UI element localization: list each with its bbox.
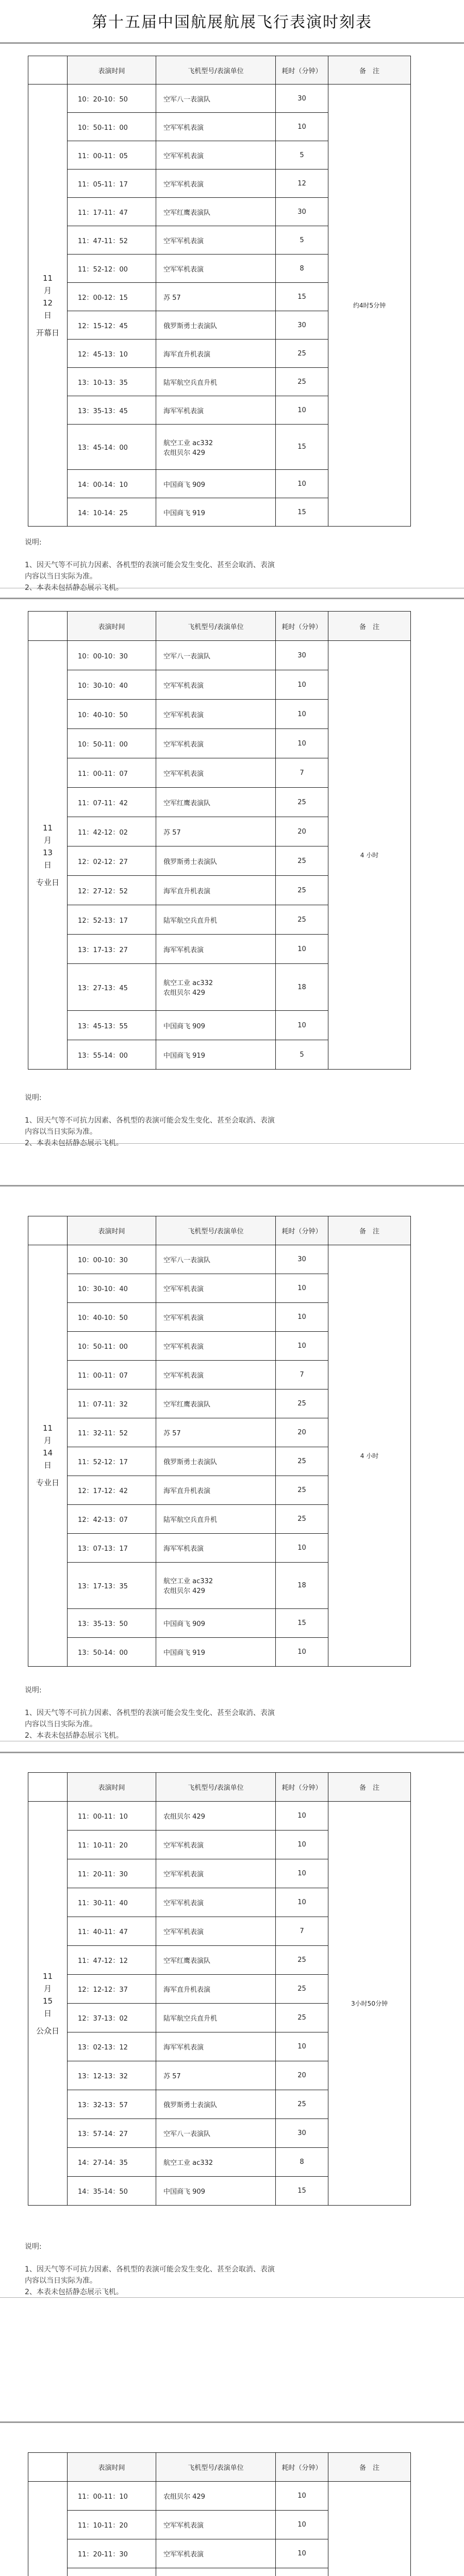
duration-cell: 10 [276,1859,328,1888]
day-label-part: 11 [42,273,53,283]
duration-cell: 25 [276,1975,328,2004]
duration-cell: 12 [276,170,328,198]
duration-cell: 15 [276,498,328,527]
duration-cell: 25 [276,1476,328,1505]
duration-cell: 7 [276,758,328,788]
duration-cell: 30 [276,311,328,340]
remarks-item-2: 2、本表未包括静态展示飞机。 [25,2288,123,2296]
schedule-day-block [0,42,464,592]
header-day-cell [28,56,68,84]
duration-cell: 18 [276,1563,328,1609]
remarks-item-2: 2、本表未包括静态展示飞机。 [25,584,123,592]
unit-cell: 空军八一表演队 [156,84,276,113]
duration-cell: 10 [276,2539,328,2568]
table-row [28,84,411,113]
duration-cell: 25 [276,1389,328,1418]
header-note: 备 注 [328,56,411,84]
unit-cell: 中国商飞 919 [156,1637,276,1666]
time-cell: 13：27-13：45 [68,964,156,1011]
duration-cell: 10 [276,1831,328,1859]
remarks-title: 说明: [25,1094,42,1102]
schedule-table [28,1216,411,1667]
unit-cell: 空军军机表演 [156,1303,276,1332]
time-cell: 11：07-11：42 [68,788,156,817]
remarks [25,1092,275,1149]
unit-cell: 空军军机表演 [156,758,276,788]
unit-cell: 陆军航空兵直升机 [156,905,276,935]
unit-cell: 中国商飞 919 [156,1040,276,1070]
unit-cell: 空军红鹰表演队 [156,1946,276,1975]
unit-cell: 航空工业 ac332 农组贝尔 429 [156,964,276,1011]
time-cell: 13：17-13：27 [68,935,156,964]
unit-cell: 空军军机表演 [156,170,276,198]
unit-cell: 空军红鹰表演队 [156,788,276,817]
time-cell: 14：10-14：25 [68,498,156,527]
duration-cell: 10 [276,935,328,964]
day-label-part: 日 [43,1461,52,1470]
unit-cell: 俄罗斯勇士表演队 [156,1447,276,1476]
header-time: 表演时间 [68,1773,156,1802]
unit-cell: 空军军机表演 [156,700,276,729]
header-unit: 飞机型号/表演单位 [156,56,276,84]
remarks-item-1-cont: 内容以当日实际为准。 [25,572,97,581]
unit-cell: 空军红鹰表演队 [156,198,276,226]
time-cell: 11：52-12：17 [68,1447,156,1476]
time-cell: 13：45-14：00 [68,425,156,470]
unit-cell: 空军军机表演 [156,1361,276,1389]
remarks [25,1685,275,1741]
duration-cell: 15 [276,1608,328,1637]
unit-cell: 农组贝尔 429 [156,1802,276,1831]
header-unit: 飞机型号/表演单位 [156,1773,276,1802]
time-cell: 12：42-13：07 [68,1505,156,1534]
unit-cell: 空军军机表演 [156,1831,276,1859]
unit-cell: 航空工业 ac332 农组贝尔 429 [156,1563,276,1609]
table-row [28,1245,411,1274]
time-cell: 12：45-13：10 [68,340,156,368]
note-cell [328,2482,411,2576]
day-label-part: 日 [43,2008,52,2018]
duration-cell: 10 [276,2032,328,2061]
time-cell: 13：35-13：50 [68,1608,156,1637]
duration-cell: 30 [276,2119,328,2148]
unit-cell: 空军军机表演 [156,670,276,700]
duration-cell: 25 [276,2090,328,2119]
time-cell: 12：00-12：15 [68,283,156,311]
duration-cell: 25 [276,1447,328,1476]
duration-cell: 10 [276,2511,328,2539]
time-cell: 11：17-11：47 [68,198,156,226]
duration-cell: 18 [276,964,328,1011]
time-cell: 11：47-12：12 [68,1946,156,1975]
time-cell: 12：27-12：52 [68,876,156,905]
time-cell: 11：20-11：30 [68,2539,156,2568]
unit-cell: 空军八一表演队 [156,1245,276,1274]
time-cell: 10：40-10：50 [68,700,156,729]
unit-cell: 中国商飞 909 [156,470,276,498]
duration-cell: 15 [276,283,328,311]
unit-cell: 空军军机表演 [156,1859,276,1888]
page-title: 第十五届中国航展航展飞行表演时刻表 [92,13,372,31]
duration-cell: 25 [276,905,328,935]
time-cell: 11：10-11：20 [68,2511,156,2539]
day-label-part: 开幕日 [36,328,59,337]
unit-cell: 俄罗斯勇士表演队 [156,311,276,340]
schedule-table [28,56,411,527]
day-label-part: 日 [43,860,52,870]
schedule-day-block [0,1185,464,1741]
day-label-part: 日 [43,310,52,320]
duration-cell: 25 [276,340,328,368]
duration-cell: 25 [276,1946,328,1975]
day-label-part: 月 [43,285,52,295]
day-label-cell [28,1245,68,1667]
unit-cell: 苏 57 [156,1418,276,1447]
remarks-item-1-cont: 内容以当日实际为准。 [25,1720,97,1728]
table-row [28,641,411,670]
unit-cell: 苏 57 [156,817,276,846]
unit-cell: 海军直升机表演 [156,876,276,905]
duration-cell: 25 [276,2004,328,2032]
day-label-cell [28,641,68,1070]
time-cell: 10：30-10：40 [68,670,156,700]
day-label-part: 专业日 [36,877,59,887]
unit-cell: 海军军机表演 [156,935,276,964]
time-cell: 11：52-12：00 [68,255,156,283]
unit-cell: 空军八一表演队 [156,2119,276,2148]
duration-cell: 7 [276,1917,328,1946]
table-row [28,2482,411,2511]
day-label-part: 11 [42,1423,53,1433]
section-top-rule [0,2421,464,2423]
remarks [25,2241,275,2298]
unit-cell: 空军军机表演 [156,729,276,758]
time-cell [68,2568,156,2576]
duration-cell: 10 [276,1637,328,1666]
time-cell: 11：07-11：32 [68,1389,156,1418]
unit-cell: 空军军机表演 [156,1274,276,1303]
header-note: 备 注 [328,1773,411,1802]
duration-cell [276,2568,328,2576]
time-cell: 10：00-10：30 [68,641,156,670]
day-label-part: 11 [42,1971,53,1981]
day-label-part: 月 [43,835,52,845]
remarks-title: 说明: [25,538,42,547]
unit-cell: 苏 57 [156,283,276,311]
remarks-title: 说明: [25,1686,42,1694]
day-label-part: 月 [43,1436,52,1446]
unit-cell: 中国商飞 909 [156,1011,276,1040]
duration-cell: 30 [276,1245,328,1274]
header-unit: 飞机型号/表演单位 [156,1216,276,1245]
duration-cell: 10 [276,1888,328,1917]
header-duration: 耗时（分钟） [276,612,328,641]
unit-cell: 空军军机表演 [156,1917,276,1946]
note-cell: 3小时50分钟 [328,1802,411,2206]
duration-cell: 7 [276,1361,328,1389]
time-cell: 14：27-14：35 [68,2148,156,2177]
time-cell: 13：55-14：00 [68,1040,156,1070]
duration-cell: 10 [276,396,328,425]
time-cell: 13：45-13：55 [68,1011,156,1040]
unit-cell: 海军军机表演 [156,2032,276,2061]
unit-cell: 陆军航空兵直升机 [156,368,276,396]
time-cell: 11：10-11：20 [68,1831,156,1859]
duration-cell: 15 [276,2177,328,2206]
duration-cell: 8 [276,2148,328,2177]
unit-cell: 海军军机表演 [156,1534,276,1563]
header-duration: 耗时（分钟） [276,56,328,84]
time-cell: 10：20-10：50 [68,84,156,113]
time-cell: 13：12-13：32 [68,2061,156,2090]
header-unit: 飞机型号/表演单位 [156,612,276,641]
time-cell: 13：57-14：27 [68,2119,156,2148]
header-note: 备 注 [328,1216,411,1245]
duration-cell: 10 [276,113,328,141]
section-top-rule [0,598,464,599]
note-cell: 约4时5分钟 [328,84,411,527]
day-label-part: 月 [43,1984,52,1993]
time-cell: 13：17-13：35 [68,1563,156,1609]
header-time: 表演时间 [68,612,156,641]
time-cell: 13：32-13：57 [68,2090,156,2119]
time-cell: 13：50-14：00 [68,1637,156,1666]
unit-cell: 空军军机表演 [156,2511,276,2539]
unit-cell: 空军军机表演 [156,2539,276,2568]
duration-cell: 20 [276,1418,328,1447]
duration-cell: 10 [276,1332,328,1361]
time-cell: 12：15-12：45 [68,311,156,340]
time-cell: 12：52-13：17 [68,905,156,935]
time-cell: 11：00-11：10 [68,1802,156,1831]
remarks-item-1-cont: 内容以当日实际为准。 [25,2277,97,2285]
remarks-item-1: 1、因天气等不可抗力因素、各机型的表演可能会发生变化、甚至会取消、表演 [25,1709,275,1717]
time-cell: 11：00-11：10 [68,2482,156,2511]
time-cell: 11：20-11：30 [68,1859,156,1888]
time-cell: 12：12-12：37 [68,1975,156,2004]
table-header-row [28,1216,411,1245]
time-cell: 11：00-11：07 [68,1361,156,1389]
duration-cell: 10 [276,670,328,700]
unit-cell: 空军军机表演 [156,226,276,255]
schedule-day-block [0,2421,464,2576]
header-day-cell [28,612,68,641]
day-label-cell [28,1802,68,2206]
day-label-part: 公众日 [36,2026,59,2036]
remarks-item-1: 1、因天气等不可抗力因素、各机型的表演可能会发生变化、甚至会取消、表演 [25,561,275,569]
remarks-item-1: 1、因天气等不可抗力因素、各机型的表演可能会发生变化、甚至会取消、表演 [25,2265,275,2274]
schedule-table [28,611,411,1070]
day-label-part: 15 [42,1996,53,2006]
time-cell: 13：02-13：12 [68,2032,156,2061]
header-day-cell [28,1773,68,1802]
duration-cell: 5 [276,141,328,170]
header-day-cell [28,2453,68,2482]
header-note: 备 注 [328,612,411,641]
duration-cell: 10 [276,1534,328,1563]
unit-cell: 俄罗斯勇士表演队 [156,2090,276,2119]
day-label-cell [28,84,68,527]
duration-cell: 10 [276,470,328,498]
unit-cell: 空军八一表演队 [156,641,276,670]
section-top-rule [0,1185,464,1187]
time-cell: 13：10-13：35 [68,368,156,396]
unit-cell: 航空工业 ac332 [156,2148,276,2177]
unit-cell: 苏 57 [156,2061,276,2090]
table-header-row [28,1773,411,1802]
unit-cell: 空军军机表演 [156,113,276,141]
unit-cell: 海军军机表演 [156,396,276,425]
duration-cell: 25 [276,368,328,396]
table-header-row [28,2453,411,2482]
time-cell: 11：40-11：47 [68,1917,156,1946]
day-label-part: 12 [42,298,53,308]
duration-cell: 10 [276,1802,328,1831]
time-cell: 10：40-10：50 [68,1303,156,1332]
note-cell: 4 小时 [328,641,411,1070]
unit-cell: 空军军机表演 [156,141,276,170]
time-cell: 11：00-11：05 [68,141,156,170]
time-cell: 13：07-13：17 [68,1534,156,1563]
unit-cell: 空军军机表演 [156,1888,276,1917]
time-cell: 14：35-14：50 [68,2177,156,2206]
time-cell: 11：05-11：17 [68,170,156,198]
header-unit: 飞机型号/表演单位 [156,2453,276,2482]
time-cell: 10：30-10：40 [68,1274,156,1303]
time-cell: 10：50-11：00 [68,1332,156,1361]
duration-cell: 30 [276,84,328,113]
time-cell: 11：47-11：52 [68,226,156,255]
header-duration: 耗时（分钟） [276,1773,328,1802]
section-top-rule [0,42,464,44]
time-cell: 11：32-11：52 [68,1418,156,1447]
duration-cell: 10 [276,1274,328,1303]
header-day-cell [28,1216,68,1245]
duration-cell: 25 [276,846,328,876]
schedule-day-block [0,1752,464,2298]
duration-cell: 15 [276,425,328,470]
unit-cell: 陆军航空兵直升机 [156,2004,276,2032]
unit-cell: 空军军机表演 [156,1332,276,1361]
remarks-item-1-cont: 内容以当日实际为准。 [25,1128,97,1136]
time-cell: 10：50-11：00 [68,113,156,141]
duration-cell: 10 [276,1011,328,1040]
unit-cell: 中国商飞 919 [156,498,276,527]
unit-cell [156,2568,276,2576]
time-cell: 11：30-11：40 [68,1888,156,1917]
unit-cell: 陆军航空兵直升机 [156,1505,276,1534]
remarks-item-1: 1、因天气等不可抗力因素、各机型的表演可能会发生变化、甚至会取消、表演 [25,1116,275,1125]
duration-cell: 5 [276,226,328,255]
unit-cell: 中国商飞 909 [156,1608,276,1637]
unit-cell: 空军军机表演 [156,255,276,283]
remarks-item-2: 2、本表未包括静态展示飞机。 [25,1139,123,1147]
duration-cell: 20 [276,817,328,846]
header-note: 备 注 [328,2453,411,2482]
day-label-part: 14 [42,1448,53,1458]
day-label-part: 13 [42,848,53,857]
duration-cell: 25 [276,876,328,905]
unit-cell: 航空工业 ac332 农组贝尔 429 [156,425,276,470]
remarks-item-2: 2、本表未包括静态展示飞机。 [25,1732,123,1740]
time-cell: 11：00-11：07 [68,758,156,788]
duration-cell: 20 [276,2061,328,2090]
duration-cell: 30 [276,641,328,670]
duration-cell: 10 [276,729,328,758]
header-duration: 耗时（分钟） [276,2453,328,2482]
header-time: 表演时间 [68,1216,156,1245]
schedule-table [28,2452,411,2576]
note-cell: 4 小时 [328,1245,411,1667]
duration-cell: 10 [276,1303,328,1332]
day-label-part: 11 [42,823,53,833]
section-top-rule [0,1752,464,1753]
duration-cell: 30 [276,198,328,226]
header-time: 表演时间 [68,2453,156,2482]
table-header-row [28,56,411,84]
duration-cell: 10 [276,2482,328,2511]
remarks [25,537,275,594]
schedule-table [28,1772,411,2206]
time-cell: 11：42-12：02 [68,817,156,846]
duration-cell: 5 [276,1040,328,1070]
duration-cell: 25 [276,788,328,817]
unit-cell: 中国商飞 909 [156,2177,276,2206]
duration-cell: 8 [276,255,328,283]
time-cell: 12：02-12：27 [68,846,156,876]
table-header-row [28,612,411,641]
time-cell: 12：17-12：42 [68,1476,156,1505]
day-label-cell [28,2482,68,2576]
unit-cell: 农组贝尔 429 [156,2482,276,2511]
unit-cell: 海军直升机表演 [156,1476,276,1505]
duration-cell: 25 [276,1505,328,1534]
day-label-part: 专业日 [36,1478,59,1488]
header-duration: 耗时（分钟） [276,1216,328,1245]
unit-cell: 海军直升机表演 [156,1975,276,2004]
schedule-day-block [0,598,464,1147]
remarks-title: 说明: [25,2243,42,2251]
time-cell: 13：35-13：45 [68,396,156,425]
unit-cell: 空军红鹰表演队 [156,1389,276,1418]
duration-cell: 10 [276,700,328,729]
table-row [28,1802,411,1831]
unit-cell: 俄罗斯勇士表演队 [156,846,276,876]
unit-cell: 海军直升机表演 [156,340,276,368]
time-cell: 10：00-10：30 [68,1245,156,1274]
time-cell: 12：37-13：02 [68,2004,156,2032]
header-time: 表演时间 [68,56,156,84]
time-cell: 10：50-11：00 [68,729,156,758]
time-cell: 14：00-14：10 [68,470,156,498]
